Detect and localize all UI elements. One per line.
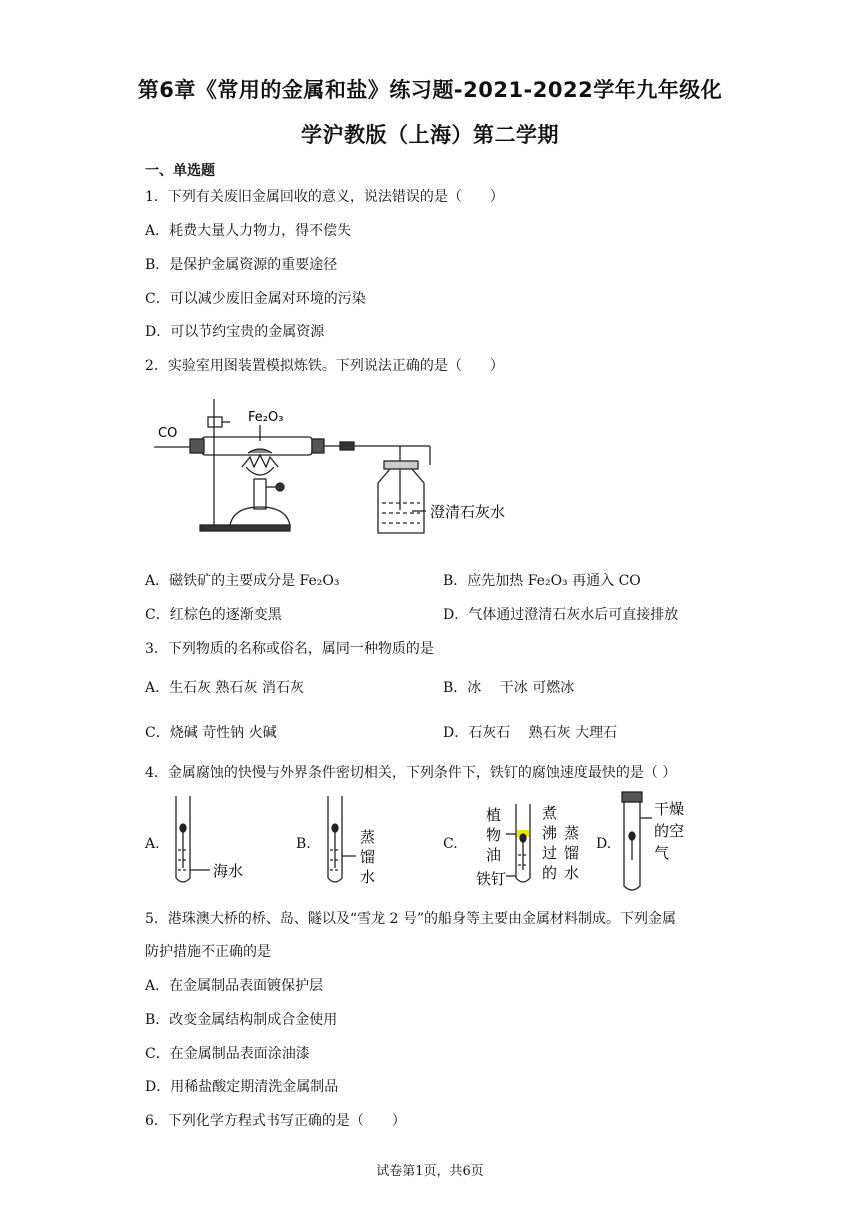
- q2-option-d: D．气体通过澄清石灰水后可直接排放: [443, 607, 679, 623]
- q4-option-b: B.: [296, 836, 311, 852]
- q5-stem-line-2: 防护措施不正确的是: [145, 944, 271, 960]
- distilled2-label-2: 馏: [564, 844, 580, 862]
- oil-label-3: 油: [486, 846, 502, 864]
- q3-option-d: D．石灰石 熟石灰 大理石: [443, 725, 618, 741]
- q5-option-b: B．改变金属结构制成合金使用: [145, 1012, 338, 1028]
- test-tube-a-figure: [170, 790, 260, 890]
- section-heading: 一、单选题: [145, 163, 215, 179]
- limewater-label: 澄清石灰水: [430, 503, 506, 521]
- co-label: CO: [158, 426, 178, 441]
- dry-air-label-1: 干燥: [654, 800, 685, 818]
- q4-option-d: D.: [596, 836, 612, 852]
- oil-label-2: 物: [486, 826, 502, 844]
- distilled-water-label-1: 蒸: [360, 828, 376, 846]
- q5-stem-line-1: 5．港珠澳大桥的桥、岛、隧以及“雪龙 2 号”的船身等主要由金属材料制成。下列金属: [145, 911, 677, 927]
- q3-option-a: A．生石灰 熟石灰 消石灰: [145, 680, 305, 696]
- q1-option-a: A．耗费大量人力物力，得不偿失: [145, 223, 352, 239]
- q1-option-c: C．可以减少废旧金属对环境的污染: [145, 291, 366, 307]
- boiled-label-1: 煮: [542, 804, 558, 822]
- fe2o3-label: Fe₂O₃: [248, 410, 284, 425]
- q2-option-c: C．红棕色的逐渐变黑: [145, 607, 282, 623]
- q3-option-c: C．烧碱 苛性钠 火碱: [145, 725, 277, 741]
- q1-option-d: D．可以节约宝贵的金属资源: [145, 324, 325, 340]
- test-tube-d-figure: [618, 790, 708, 896]
- distilled2-label-3: 水: [564, 864, 580, 882]
- nail-label: 铁钉: [476, 870, 507, 888]
- test-tube-c-figure: [472, 800, 592, 892]
- dry-air-label-3: 气: [654, 844, 670, 862]
- q2-stem: 2．实验室用图装置模拟炼铁。下列说法正确的是（ ）: [145, 358, 504, 374]
- boiled-label-2: 沸: [542, 824, 558, 842]
- q2-option-a: A．磁铁矿的主要成分是 Fe₂O₃: [145, 573, 340, 589]
- page-title-line-2: 学沪教版（上海）第二学期: [301, 123, 559, 147]
- distilled2-label-1: 蒸: [564, 824, 580, 842]
- distilled-water-label-3: 水: [360, 868, 376, 886]
- q2-option-b: B．应先加热 Fe₂O₃ 再通入 CO: [443, 573, 641, 589]
- seawater-label: 海水: [213, 862, 244, 880]
- q5-option-a: A．在金属制品表面镀保护层: [145, 978, 324, 994]
- q6-stem: 6．下列化学方程式书写正确的是（ ）: [145, 1113, 406, 1129]
- q5-option-c: C．在金属制品表面涂油漆: [145, 1046, 310, 1062]
- q1-option-b: B．是保护金属资源的重要途径: [145, 257, 338, 273]
- q1-stem: 1．下列有关废旧金属回收的意义，说法错误的是（ ）: [145, 189, 504, 205]
- distilled-water-label-2: 馏: [360, 848, 376, 866]
- boiled-label-3: 过: [542, 844, 558, 862]
- page-title-line-1: 第6章《常用的金属和盐》练习题-2021-2022学年九年级化: [137, 78, 723, 102]
- q4-stem: 4．金属腐蚀的快慢与外界条件密切相关，下列条件下，铁钉的腐蚀速度最快的是（ ）: [145, 765, 677, 781]
- q3-stem: 3．下列物质的名称或俗名，属同一种物质的是: [145, 641, 434, 657]
- q4-option-a: A.: [145, 836, 160, 852]
- q4-option-c: C.: [443, 836, 458, 852]
- oil-label-1: 植: [486, 806, 502, 824]
- test-tube-b-figure: [322, 790, 392, 890]
- page-footer: 试卷第1页，共6页: [376, 1164, 484, 1179]
- dry-air-label-2: 的空: [654, 822, 685, 840]
- boiled-label-4: 的: [542, 864, 558, 882]
- q5-option-d: D．用稀盐酸定期清洗金属制品: [145, 1079, 339, 1095]
- q3-option-b: B．冰 干冰 可燃冰: [443, 680, 575, 696]
- iron-smelting-apparatus-figure: [150, 395, 530, 545]
